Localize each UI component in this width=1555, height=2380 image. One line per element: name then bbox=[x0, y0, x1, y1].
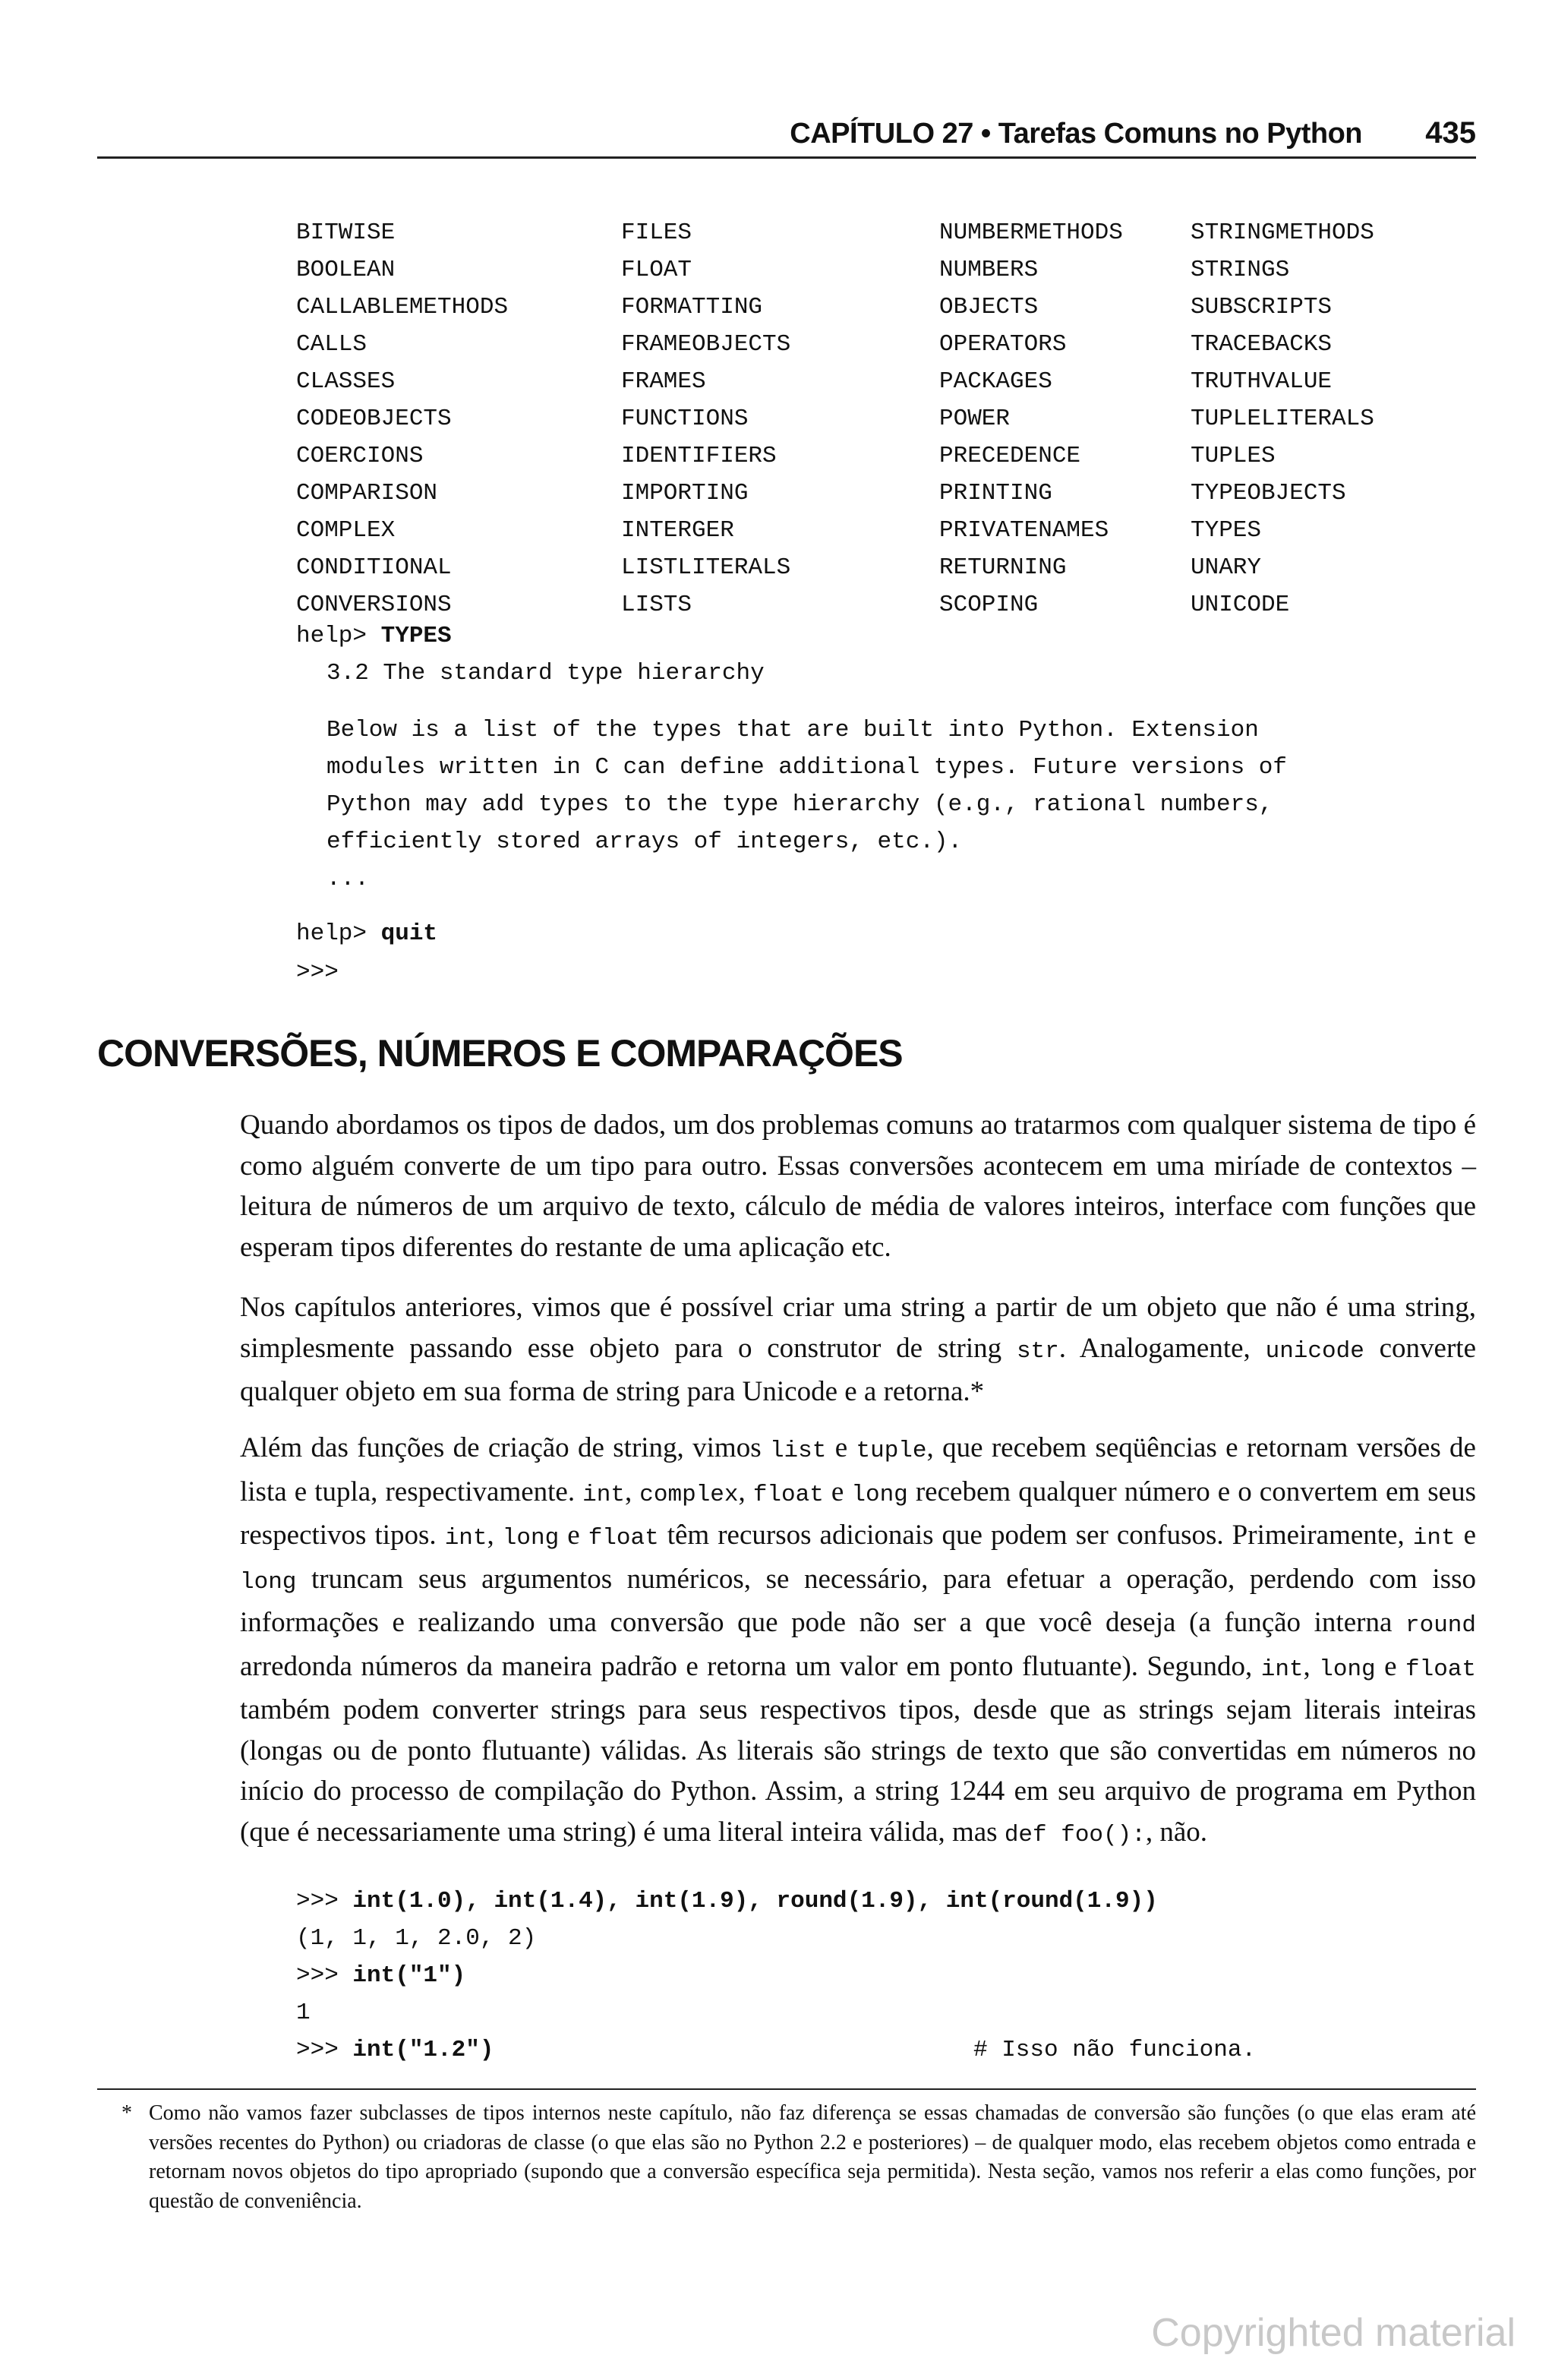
topic: CLASSES bbox=[296, 368, 396, 395]
inline-code: round bbox=[1405, 1612, 1476, 1639]
topic: TYPEOBJECTS bbox=[1191, 480, 1346, 507]
help-prompt-line bbox=[296, 623, 452, 649]
code-output: (1, 1, 1, 2.0, 2) bbox=[296, 1925, 537, 1952]
paragraph-3 bbox=[240, 1428, 1476, 1855]
text-run: e bbox=[1375, 1650, 1405, 1682]
topic: RETURNING bbox=[939, 554, 1067, 581]
inline-code: float bbox=[752, 1481, 824, 1508]
inline-code: long bbox=[1319, 1656, 1376, 1683]
help-command: quit bbox=[380, 920, 438, 947]
help-desc-line: Python may add types to the type hierarchy (e.g., rational numbers, bbox=[326, 791, 1273, 818]
topic: FILES bbox=[621, 219, 692, 246]
footnote-divider bbox=[97, 2088, 1476, 2090]
topic: STRINGMETHODS bbox=[1191, 219, 1374, 246]
topic: FRAMES bbox=[621, 368, 706, 395]
topic: PACKAGES bbox=[939, 368, 1052, 395]
inline-code: str bbox=[1016, 1337, 1059, 1365]
text-run: truncam seus argumentos numéricos, se necessário, para efetuar a operação, perdendo com isso informações e realizando uma conversão que pode não ser a que você deseja (a função interna bbox=[240, 1563, 1476, 1638]
inline-code: long bbox=[851, 1481, 908, 1508]
topic: NUMBERS bbox=[939, 257, 1039, 283]
code-input-line bbox=[296, 1888, 1158, 1914]
topic: COMPLEX bbox=[296, 517, 396, 544]
footnote-text: Como não vamos fazer subclasses de tipos internos neste capítulo, não faz diferença se essas chamadas de conversão são funções (o que elas eram até versões recentes do Python) ou criadoras de classe (o que elas são no Python 2.2 e posteriores) – de qualquer modo, elas recebem objetos como entrada e retornam novos objetos do tipo apropriado (supondo que a conversão específica seja permitida). Nesta seção, vamos nos referir a elas como funções, por questão de conveniência. bbox=[149, 2101, 1476, 2213]
inline-code: int bbox=[444, 1525, 487, 1551]
help-desc-line: Below is a list of the types that are built into Python. Extension bbox=[326, 717, 1259, 743]
inline-code: int bbox=[582, 1481, 625, 1508]
topic: TUPLES bbox=[1191, 443, 1276, 469]
code-output: 1 bbox=[296, 2000, 311, 2026]
inline-code: unicode bbox=[1265, 1337, 1364, 1365]
code-input: int("1") bbox=[352, 1962, 466, 1989]
section-title: CONVERSÕES, NÚMEROS E COMPARAÇÕES bbox=[97, 1032, 903, 1075]
topic: CONVERSIONS bbox=[296, 592, 452, 618]
topic: SCOPING bbox=[939, 592, 1039, 618]
topic: BITWISE bbox=[296, 219, 396, 246]
topic: FRAMEOBJECTS bbox=[621, 331, 791, 358]
python-prompt: >>> bbox=[296, 2037, 353, 2063]
inline-code: long bbox=[240, 1568, 297, 1596]
topic: PRINTING bbox=[939, 480, 1052, 507]
topic: UNICODE bbox=[1191, 592, 1290, 618]
help-prompt: help> bbox=[296, 623, 381, 649]
inline-code: int bbox=[1412, 1525, 1456, 1551]
help-desc-line: efficiently stored arrays of integers, etc.). bbox=[326, 829, 963, 855]
topic: STRINGS bbox=[1191, 257, 1290, 283]
page-number: 435 bbox=[1425, 116, 1476, 150]
topic: OPERATORS bbox=[939, 331, 1067, 358]
text-run: , não. bbox=[1145, 1816, 1208, 1848]
text-run: Além das funções de criação de string, vimos bbox=[240, 1432, 770, 1463]
inline-code: float bbox=[1405, 1656, 1476, 1683]
topic: IDENTIFIERS bbox=[621, 443, 777, 469]
topic: LISTLITERALS bbox=[621, 554, 791, 581]
topic: TYPES bbox=[1191, 517, 1262, 544]
topic: COERCIONS bbox=[296, 443, 424, 469]
text-run: recebem qualquer número e o convertem em seus respectivos tipos. bbox=[240, 1476, 1476, 1551]
topic: IMPORTING bbox=[621, 480, 749, 507]
topic: OBJECTS bbox=[939, 294, 1039, 320]
help-desc-line: modules written in C can define additional types. Future versions of bbox=[326, 754, 1288, 781]
topic: LISTS bbox=[621, 592, 692, 618]
inline-code: tuple bbox=[856, 1438, 927, 1464]
topic: PRECEDENCE bbox=[939, 443, 1081, 469]
inline-code: def foo(): bbox=[1004, 1821, 1146, 1848]
topic: NUMBERMETHODS bbox=[939, 219, 1123, 246]
text-run: , bbox=[624, 1476, 640, 1507]
text-run: , bbox=[1303, 1650, 1320, 1682]
topic: CALLS bbox=[296, 331, 367, 358]
topic: UNARY bbox=[1191, 554, 1262, 581]
inline-code: int bbox=[1260, 1656, 1304, 1683]
topic: TRACEBACKS bbox=[1191, 331, 1333, 358]
topic: CODEOBJECTS bbox=[296, 406, 452, 432]
code-comment: # Isso não funciona. bbox=[973, 2037, 1257, 2063]
text-run: e bbox=[1455, 1520, 1477, 1551]
text-run: , que recebem seqüências e retornam versões de lista e tupla, respectivamente. bbox=[240, 1432, 1476, 1507]
inline-code: complex bbox=[639, 1481, 739, 1508]
topic: FUNCTIONS bbox=[621, 406, 749, 432]
python-prompt: >>> bbox=[296, 1888, 353, 1914]
chapter-title: CAPÍTULO 27 • Tarefas Comuns no Python bbox=[790, 118, 1362, 150]
code-input: int("1.2") bbox=[352, 2037, 494, 2063]
inline-code: float bbox=[588, 1525, 659, 1551]
topic: INTERGER bbox=[621, 517, 734, 544]
text-run: arredonda números da maneira padrão e retorna um valor em ponto flutuante). Segundo, bbox=[240, 1650, 1261, 1682]
inline-code: long bbox=[502, 1525, 560, 1551]
help-prompt-line bbox=[296, 920, 437, 947]
copyright-watermark: Copyrighted material bbox=[1151, 2311, 1516, 2355]
footnote bbox=[121, 2099, 1476, 2216]
text-run: e bbox=[826, 1432, 856, 1463]
help-command: TYPES bbox=[380, 623, 452, 649]
text-run: e bbox=[559, 1520, 588, 1551]
text-run: também podem converter strings para seus respectivos tipos, desde que as strings sejam literais inteiras (longas ou de ponto flutuante) válidas. As literais são strings de texto que são convertidas em números no início do processo de compilação do Python. Assim, a string 1244 em seu arquivo de programa em Python (que é necessariamente uma string) é uma literal inteira válida, mas bbox=[240, 1694, 1476, 1848]
inline-code: list bbox=[769, 1438, 827, 1464]
text-run: , bbox=[738, 1476, 753, 1507]
topic: COMPARISON bbox=[296, 480, 438, 507]
paragraph-1: Quando abordamos os tipos de dados, um dos problemas comuns ao tratarmos com qualquer sistema de tipo é como alguém converte de um tipo para outro. Essas conversões acontecem em uma miríade de contextos – leitura de números de um arquivo de texto, cálculo de média de valores inteiros, interface com funções que esperam tipos diferentes do restante de uma aplicação etc. bbox=[240, 1110, 1476, 1263]
topic: FORMATTING bbox=[621, 294, 763, 320]
text-run: têm recursos adicionais que podem ser confusos. Primeiramente, bbox=[658, 1520, 1413, 1551]
help-ellipsis: ... bbox=[326, 866, 369, 892]
text-run: Nos capítulos anteriores, vimos que é possível criar uma string a partir de um objeto que não é uma string, simplesmente passando esse objeto para o construtor de string bbox=[240, 1292, 1476, 1364]
code-input-line bbox=[296, 1962, 465, 1989]
code-input: int(1.0), int(1.4), int(1.9), round(1.9), int(round(1.9)) bbox=[352, 1888, 1158, 1914]
topic: CALLABLEMETHODS bbox=[296, 294, 509, 320]
python-prompt: >>> bbox=[296, 1962, 353, 1989]
topic: TUPLELITERALS bbox=[1191, 406, 1374, 432]
code-input-line bbox=[296, 2037, 494, 2063]
topic: TRUTHVALUE bbox=[1191, 368, 1333, 395]
topic: SUBSCRIPTS bbox=[1191, 294, 1333, 320]
text-run: . Analogamente, bbox=[1058, 1332, 1266, 1364]
help-heading: 3.2 The standard type hierarchy bbox=[326, 660, 765, 687]
topic: POWER bbox=[939, 406, 1011, 432]
paragraph-2 bbox=[240, 1287, 1476, 1413]
footnote-mark: * bbox=[121, 2101, 132, 2125]
topic: BOOLEAN bbox=[296, 257, 396, 283]
help-prompt: help> bbox=[296, 920, 381, 947]
topic: CONDITIONAL bbox=[296, 554, 452, 581]
text-run: e bbox=[823, 1476, 852, 1507]
topic: FLOAT bbox=[621, 257, 692, 283]
text-run: converte qualquer objeto em sua forma de string para Unicode e a retorna.* bbox=[240, 1332, 1477, 1407]
python-prompt: >>> bbox=[296, 959, 339, 986]
page-header bbox=[97, 114, 1476, 159]
text-run: , bbox=[487, 1520, 503, 1551]
topic: PRIVATENAMES bbox=[939, 517, 1109, 544]
